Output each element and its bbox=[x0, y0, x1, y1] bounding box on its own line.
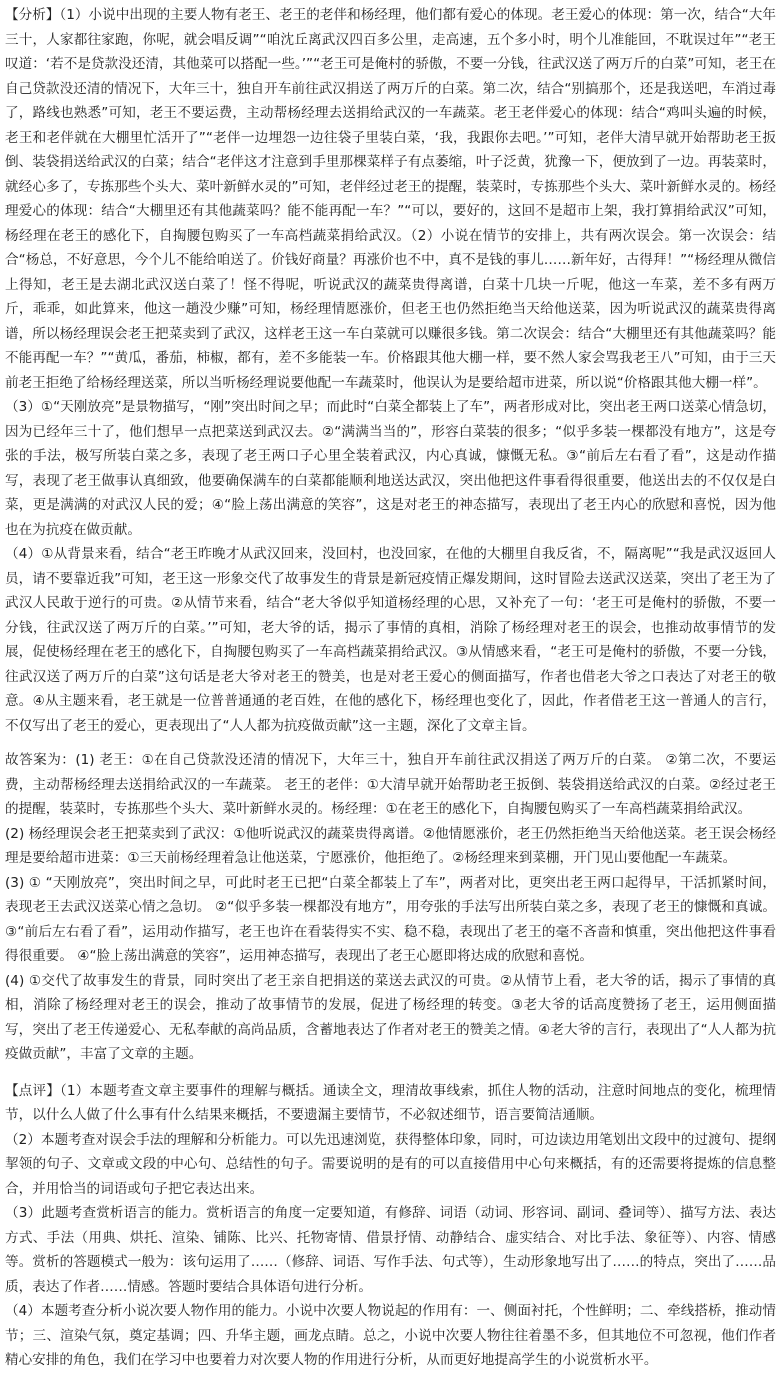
answer-section bbox=[5, 748, 776, 1067]
comment-paragraph-4: （4）本题考查分析小说次要人物作用的能力。小说中次要人物说起的作用有：一、侧面衬托，个性鲜明；二、牵线搭桥，推动情节；三、渲染气氛，奠定基调；四、升华主题，画龙点睛。总之，小说中次要人物往往着墨不多，但其地位不可忽视，他们作者精心安排的角色，我们在学习中也要着力对次要人物的作用进行分析，从而更好地提高学生的小说赏析水平。 bbox=[5, 1303, 776, 1368]
analysis-paragraph-4: （4）①从背景来看，结合“老王昨晚才从武汉回来，没回村，也没回家，在他的大棚里自我反省，不，隔离呢”“我是武汉返回人员，请不要靠近我”可知，老王这一形象交代了故事发生的背景是新冠疫情正爆发期间，这时冒险去送武汉送菜，突出了老王为了武汉人民敢于逆行的可贵。②从情节来看，结合“老大爷似乎知道杨经理的心思，又补充了一句：‘老王可是俺村的骄傲，不要一分钱，往武汉送了两万斤的白菜。’”可知，老大爷的话，揭示了事情的真相，消除了杨经理对老王的误会，也推动故事情节的发展，促使杨经理在老王的感化下，自掏腰包购买了一车高档蔬菜捐给武汉。③从情感来看，“老王可是俺村的骄傲，不要一分钱，往武汉送了两万斤的白菜”这句话是老大爷对老王的赞美，也是对老王爱心的侧面描写，作者也借老大爷之口表达了对老王的敬意。④从主题来看，老王就是一位普普通通的老百姓，在他的感化下，杨经理也变化了，因此，作者借老王这一普通人的言行，不仅写出了老王的爱心，更表现出了“人人都为抗疫做贡献”这一主题，深化了文章主旨。 bbox=[5, 546, 776, 734]
answer-paragraph-1: 故答案为：(1) 老王：①在自己贷款没还清的情况下，大年三十，独自开车前往武汉捐送了两万斤的白菜。 ②第二次，不要运费，主动帮杨经理去送捐给武汉的一车蔬菜。 老王的老伴：①大清早就开始帮助老王扳倒、装袋捐送给武汉的白菜。②经过老王的提醒，装菜时，专拣那些个头大、菜叶新鲜水灵的。杨经理：①在老王的感化下，自掏腰包购买了一车高档蔬菜捐给武汉。 bbox=[5, 752, 776, 817]
analysis-section bbox=[5, 3, 776, 738]
comment-paragraph-1: 【点评】（1）本题考查文章主要事件的理解与概括。通读全文，理清故事线索，抓住人物的活动，注意时间地点的变化，梳理情节，以什么人做了什么事有什么结果来概括，不要遗漏主要情节，不必叙述细节，语言要简洁通顺。 bbox=[5, 1082, 776, 1123]
answer-paragraph-3: (3) ① “天刚放亮”，突出时间之早，可此时老王已把“白菜全都装上了车”，两者对比，更突出老王两口起得早，干活抓紧时间，表现老王去武汉送菜心情之急切。 ②“似乎多装一棵都没有地方”，用夸张的手法写出所装白菜之多，表现了老王的慷慨和真诚。 ③“前后左右看了看”，运用动作描写，老王也许在看装得实不实、稳不稳，表现出了老王的毫不吝啬和慎重，突出他把这件事看得很重要。 ④“脸上荡出满意的笑容”，运用神态描写，表现出了老王心愿即将达成的欣慰和喜悦。 bbox=[5, 874, 776, 964]
comment-section bbox=[5, 1079, 776, 1373]
answer-paragraph-2: (2) 杨经理误会老王把菜卖到了武汉：①他听说武汉的蔬菜贵得离谱。②他情愿涨价，老王仍然拒绝当天给他送菜。老王误会杨经理是要给超市进菜：①三天前杨经理着急让他送菜，宁愿涨价，他拒绝了。②杨经理来到菜棚，开门见山要他配一车蔬菜。 bbox=[5, 825, 776, 866]
comment-paragraph-2: （2）本题考查对误会手法的理解和分析能力。可以先迅速浏览，获得整体印象，同时，可边读边用笔划出文段中的过渡句、提纲挈领的句子、文章或文段的中心句、总结性的句子。需要说明的是有的可以直接借用中心句来概括，有的还需要将提炼的信息整合，并用恰当的词语或句子把它表达出来。 bbox=[5, 1131, 776, 1197]
section-gap bbox=[5, 738, 776, 748]
analysis-paragraph-3: （3）①“天刚放亮”是景物描写，“刚”突出时间之早；而此时“白菜全都装上了车”，两者形成对比，突出老王两口送菜心情急切，因为已经年三十了，他们想早一点把菜送到武汉去。②“满满当当的”，形容白菜装的很多；“似乎多装一棵都没有地方”，这是夸张的手法，极写所装白菜之多，表现了老王两口子心里全装着武汉，内心真诚，慷慨无私。③“前后左右看了看”，这是动作描写，表现了老王做事认真细致，他要确保满车的白菜都能顺利地送达武汉，突出他把这件事看得很重要，他送出去的不仅仅是白菜，更是满满的对武汉人民的爱；④“脸上荡出满意的笑容”，这是对老王的神态描写，表现出了老王内心的欣慰和喜悦，因为他也在为抗疫在做贡献。 bbox=[5, 399, 776, 538]
section-gap bbox=[5, 1067, 776, 1079]
comment-paragraph-3: （3）此题考查赏析语言的能力。赏析语言的角度一定要知道，有修辞、词语（动词、形容词、副词、叠词等）、描写方法、表达方式、手法（用典、烘托、渲染、铺陈、比兴、托物寄情、借景抒情、动静结合、虚实结合、对比手法、象征等）、内容、情感等。赏析的答题模式一般为：该句运用了……（修辞、词语、写作手法、句式等），生动形象地写出了……的特点，突出了……品质，表达了作者……情感。答题时要结合具体语句进行分析。 bbox=[5, 1205, 776, 1295]
answer-paragraph-4: (4) ①交代了故事发生的背景，同时突出了老王亲自把捐送的菜送去武汉的可贵。②从情节上看，老大爷的话，揭示了事情的真相，消除了杨经理对老王的误会，推动了故事情节的发展，促进了杨经理的转变。③老大爷的话高度赞扬了老王，运用侧面描写，突出了老王传递爱心、无私奉献的高尚品质，含蓄地表达了作者对老王的赞美之情。④老大爷的言行，表现出了“人人都为抗疫做贡献”，丰富了文章的主题。 bbox=[5, 972, 776, 1062]
analysis-paragraph-1-2: 【分析】（1）小说中出现的主要人物有老王、老王的老伴和杨经理，他们都有爱心的体现。老王爱心的体现：第一次，结合“大年三十，人家都往家跑，你呢，就会唱反调”“咱沈丘离武汉四百多公里，走高速，五个多小时，明个儿准能回，不耽误过年”“老王叹道：‘若不是贷款没还清，其他菜可以搭配一些。’”“老王可是俺村的骄傲，不要一分钱，往武汉送了两万斤的白菜”可知，老王在自己贷款没还清的情况下，大年三十，独自开车前往武汉捐送了两万斤的白菜。第二次，结合“别搞那个，还是我送吧，车消过毒了，路线也熟悉”可知，老王不要运费，主动帮杨经理去送捐给武汉的一车蔬菜。老王老伴爱心的体现：结合“鸡叫头遍的时候，老王和老伴就在大棚里忙活开了”“老伴一边埋怨一边往袋子里装白菜，‘我，我跟你去吧。’”可知，老伴大清早就开始帮助老王扳倒、装袋捐送给武汉的白菜；结合“老伴这才注意到手里那棵菜样子有点萎缩，叶子泛黄，犹豫一下，便放到了一边。再装菜时，就经心多了，专拣那些个头大、菜叶新鲜水灵的”可知，老伴经过老王的提醒，装菜时，专拣那些个头大、菜叶新鲜水灵的。杨经理爱心的体现：结合“大棚里还有其他蔬菜吗？能不能再配一车？”“可以，要好的，这回不是超市上架，我打算捐给武汉”可知，杨经理在老王的感化下，自掏腰包购买了一车高档蔬菜捐给武汉。（2）小说在情节的安排上，共有两次误会。第一次误会：结合“杨总，不好意思，今个儿不能给咱送了。价钱好商量？再涨价也不中，真不是钱的事儿……新年好，古得拜！”“杨经理从微信上得知，老王是去湖北武汉送白菜了！怪不得呢，听说武汉的蔬菜贵得离谱，白菜十几块一斤呢，他这一车菜，差不多有两万斤，乖乖，如此算来，他这一趟没少赚”可知，杨经理情愿涨价，但老王也仍然拒绝当天给他送菜，因为听说武汉的蔬菜贵得离谱，所以杨经理误会老王把菜卖到了武汉，这样老王这一车白菜就可以赚很多钱。第二次误会：结合“大棚里还有其他蔬菜吗？能不能再配一车？”“黄瓜，番茄，柿椒，都有，差不多能装一车。价格跟其他大棚一样，要不然人家会骂我老王八”可知，由于三天前老王拒绝了给杨经理送菜，所以当听杨经理说要他配一车蔬菜时，他误认为是要给超市进菜，所以说“价格跟其他大棚一样”。 bbox=[5, 7, 776, 391]
